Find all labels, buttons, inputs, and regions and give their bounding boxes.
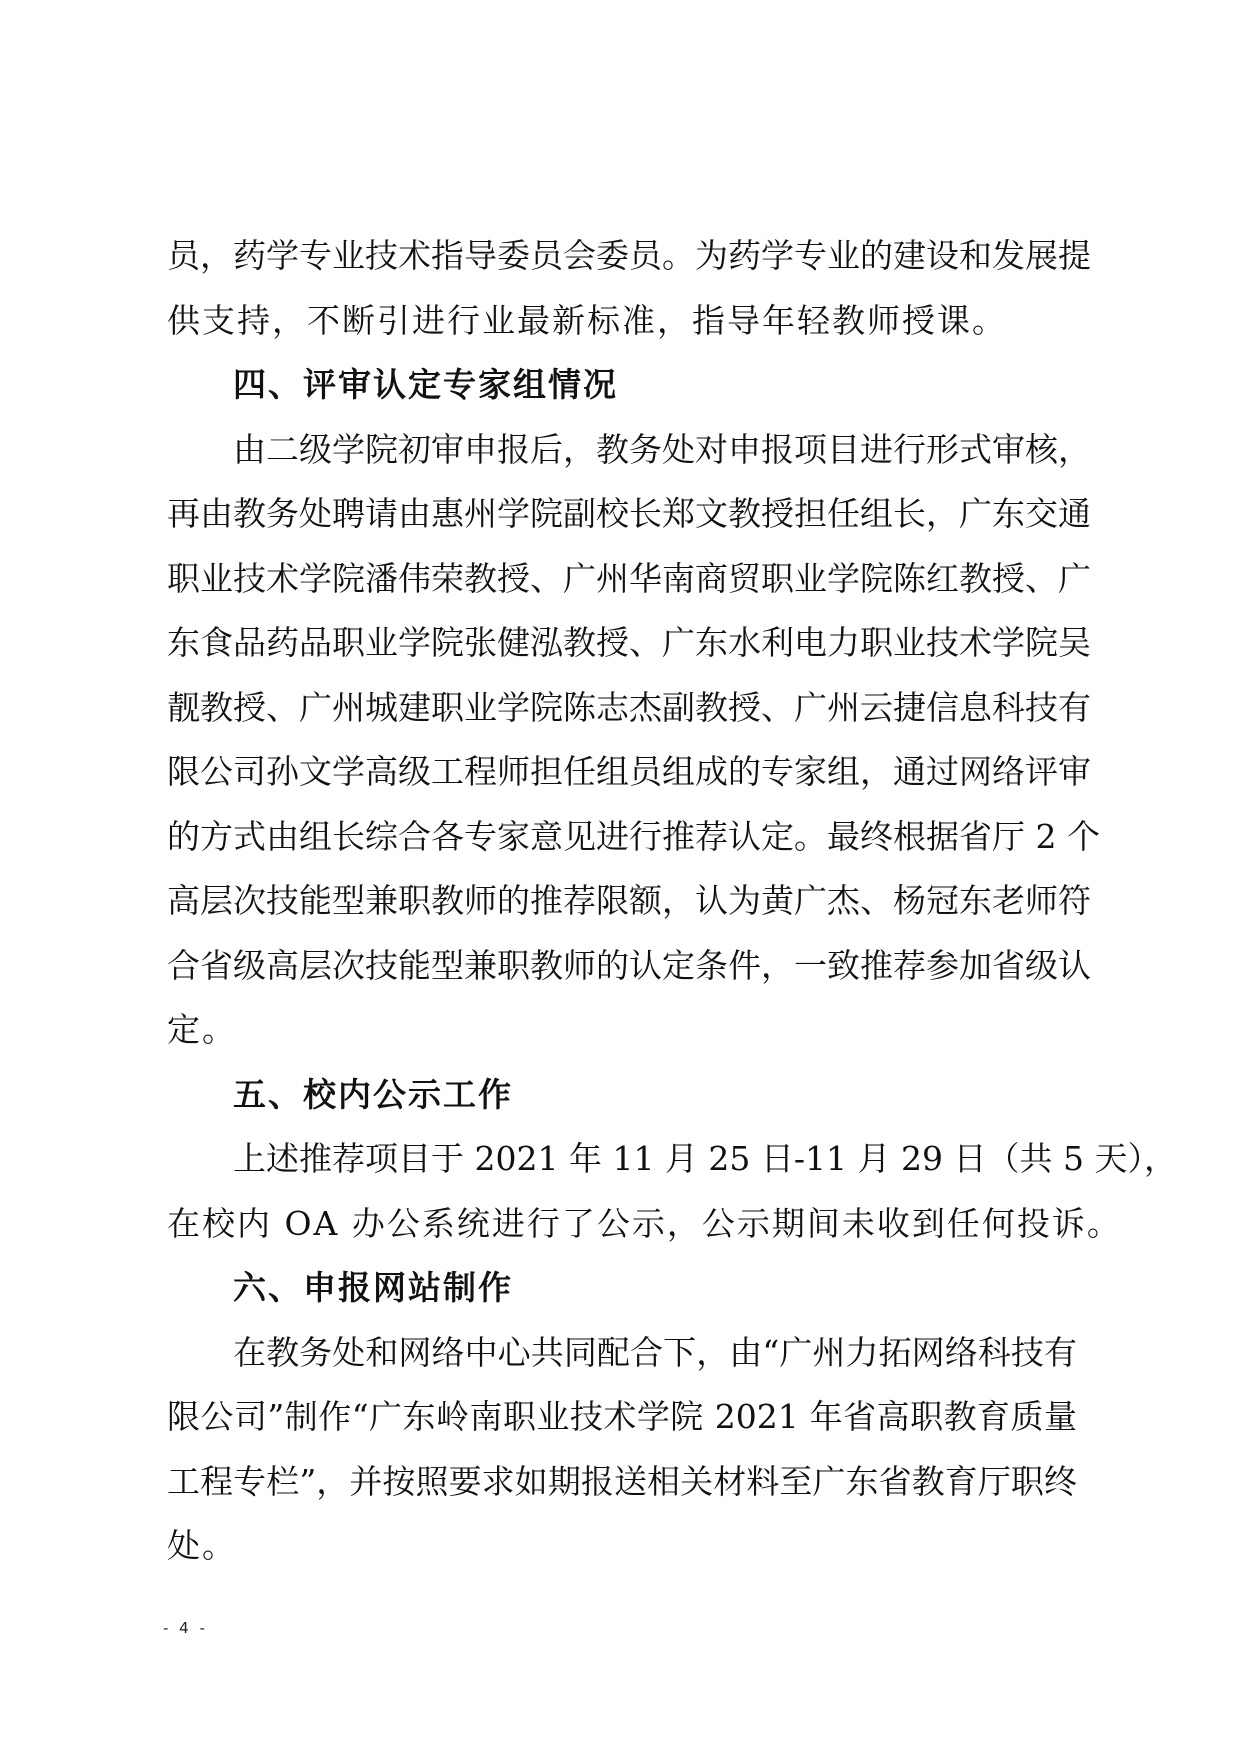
paragraph-line: 在校内 OA 办公系统进行了公示，公示期间未收到任何投诉。 (167, 1203, 1122, 1243)
paragraph-line: 由二级学院初审申报后，教务处对申报项目进行形式审核， (233, 429, 1091, 469)
paragraph-line: 职业技术学院潘伟荣教授、广州华南商贸职业学院陈红教授、广 (167, 558, 1091, 598)
paragraph-line: 在教务处和网络中心共同配合下，由“广州力拓网络科技有 (233, 1332, 1077, 1372)
paragraph-line: 的方式由组长综合各专家意见进行推荐认定。最终根据省厅 2 个 (167, 816, 1100, 856)
paragraph-line: 再由教务处聘请由惠州学院副校长郑文教授担任组长，广东交通 (167, 494, 1091, 533)
section-heading: 四、评审认定专家组情况 (233, 365, 618, 404)
paragraph-line: 合省级高层次技能型兼职教师的认定条件，一致推荐参加省级认 (167, 945, 1091, 985)
paragraph-line: 定。 (167, 1010, 237, 1049)
paragraph-line: 东食品药品职业学院张健泓教授、广东水利电力职业技术学院吴 (167, 623, 1091, 662)
paragraph-line: 工程专栏”，并按照要求如期报送相关材料至广东省教育厅职终 (167, 1461, 1077, 1501)
paragraph-line: 限公司孙文学高级工程师担任组员组成的专家组，通过网络评审 (167, 752, 1091, 791)
page-number: - 4 - (163, 1619, 208, 1637)
paragraph-line: 限公司”制作“广东岭南职业技术学院 2021 年省高职教育质量 (167, 1397, 1077, 1436)
paragraph-line: 供支持，不断引进行业最新标准，指导年轻教师授课。 (167, 300, 1007, 340)
paragraph-line: 靓教授、广州城建职业学院陈志杰副教授、广州云捷信息科技有 (167, 687, 1091, 727)
section-heading: 五、校内公示工作 (233, 1074, 513, 1114)
paragraph-line: 高层次技能型兼职教师的推荐限额，认为黄广杰、杨冠东老师符 (167, 881, 1091, 920)
section-heading: 六、申报网站制作 (233, 1268, 513, 1307)
paragraph-line: 员，药学专业技术指导委员会委员。为药学专业的建设和发展提 (167, 236, 1091, 275)
paragraph-line: 上述推荐项目于 2021 年 11 月 25 日-11 月 29 日（共 5 天）， (233, 1139, 1177, 1178)
document-body (167, 224, 1177, 1579)
paragraph-line: 处。 (167, 1526, 237, 1565)
